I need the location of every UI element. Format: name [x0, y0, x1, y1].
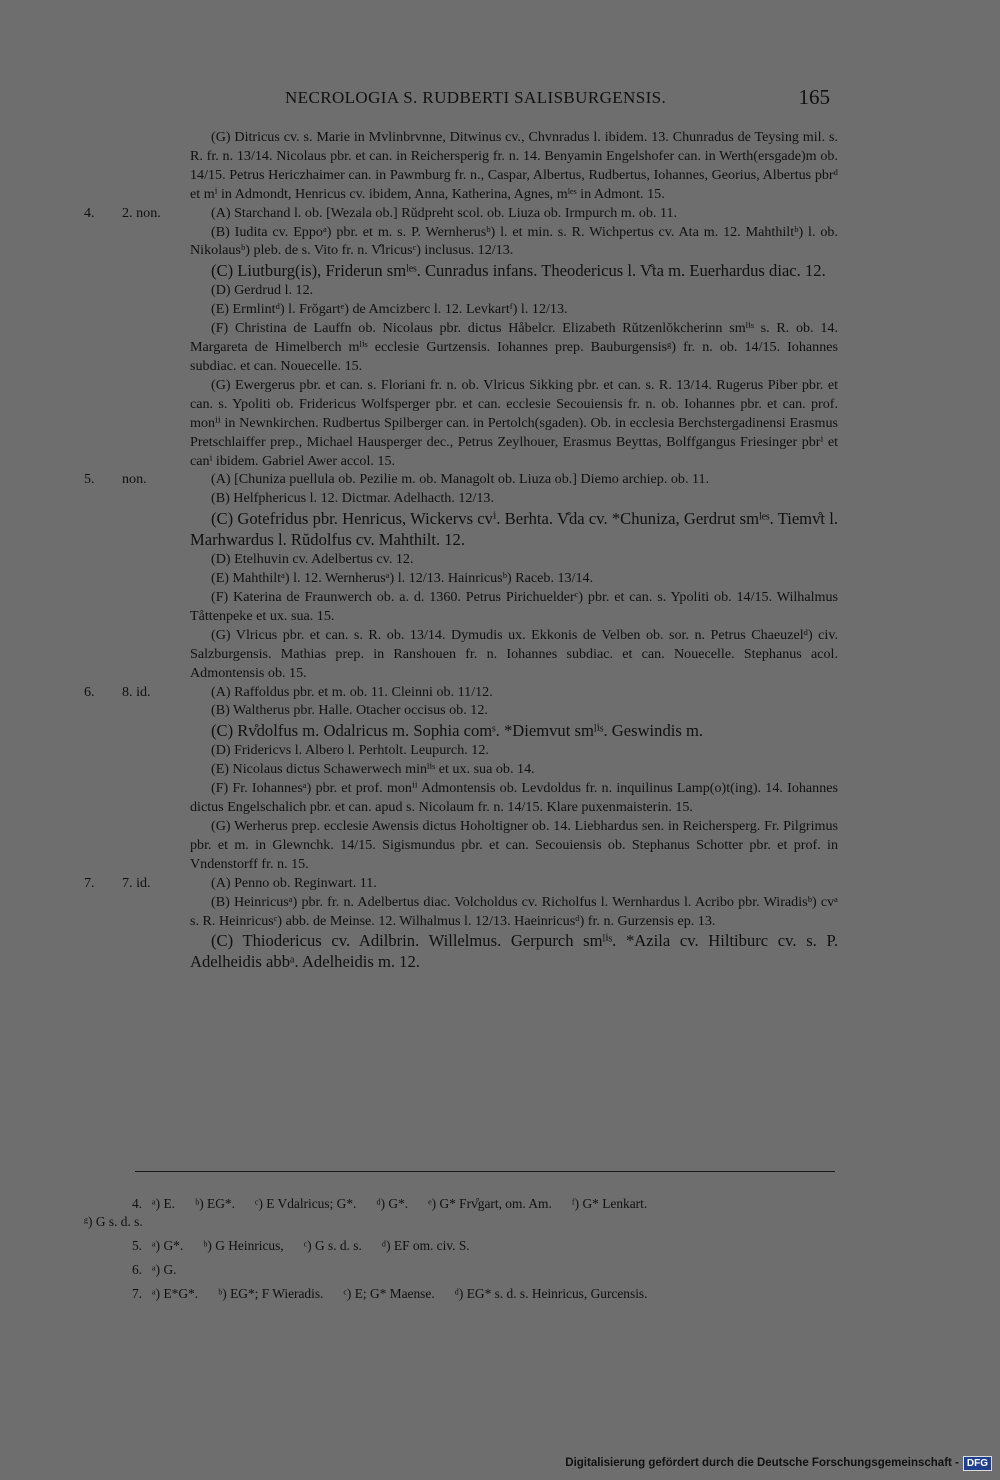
entry-paragraph: (C) Thiodericus cv. Adilbrin. Willelmus. Gerpurch smˡⁱˢ. *Azila cv. Hiltiburc cv. s. P. Adelheidis abbᵃ. Adelheidis m. 12. [190, 931, 838, 972]
footnote-text: ᵍ) G s. d. s. [84, 1214, 143, 1229]
footnote-number: 5. [131, 1238, 142, 1253]
entry-paragraph: (E) Ermlintᵈ) l. Frŏgartᵉ) de Amcizberc l. 12. Levkartᶠ) l. 12/13. [211, 301, 568, 318]
entry-paragraph: (F) Fr. Iohannesᵃ) pbr. et prof. monⁱⁱ Admontensis ob. Levdoldus fr. n. inquilinus Lamp(o)t(ing). 14. Iohannes dictus Engelschalich pbr. et can. apud s. Nicolaum fr. n. 14/15. Klare puxenmaisterin. 15. [190, 780, 838, 816]
entry-paragraph: (G) Ewergerus pbr. et can. s. Floriani fr. n. ob. Vlricus Sikking pbr. et can. s. R. 13/14. Rugerus Piber pbr. et can. s. Ypoliti ob. Fridericus Wolfsperger pbr. et can. ecclesie Secouiensis fr. n. ob. Iohannes pbr. et can. prof. monⁱⁱ in Newnkirchen. Rudbertus Spilberger can. in Pertolch(sgaden). Ob. in ecclesia Berchstergadinensi Erasmus Pretschlaiffer prep., Michael Hausperger dec., Petrus Zeylhouer, Erasmus Beyttas, Bolffgangus Friesinger pbrⁱ et canⁱ ibidem. Gabriel Awer accol. 15. [190, 376, 838, 469]
entry-paragraph: (B) Waltherus pbr. Halle. Otacher occisus ob. 12. [211, 702, 488, 719]
footnote-number: 4. [131, 1196, 142, 1211]
credit-text: Digitalisierung gefördert durch die Deutsche Forschungsgemeinschaft - [565, 1457, 959, 1469]
entry-day-number: 7. [84, 874, 95, 891]
entry-paragraph: (B) Helfphericus l. 12. Dictmar. Adelhacth. 12/13. [211, 490, 494, 507]
running-title: NECROLOGIA S. RUDBERTI SALISBURGENSIS. [285, 88, 667, 107]
footnotes [84, 1192, 838, 1306]
entry-paragraph: (B) Iudita cv. Eppoᵃ) pbr. et m. s. P. Wernherusᵇ) l. et min. s. R. Wichpertus cv. Ata m. 12. Mahthiltᵇ) l. ob. Nikolausᵇ) pleb. de s. Vito fr. n. V̊lricusᶜ) inclusus. 12/13. [190, 223, 838, 259]
entry-paragraph: (C) Liutburg(is), Friderun smˡᵉˢ. Cunradus infans. Theodericus l. V̊ta m. Euerhardus diac. 12. [211, 261, 826, 281]
footnote-text: ᵃ) G*. ᵇ) G Heinricus, ᶜ) G s. d. s. ᵈ) EF om. civ. S. [152, 1238, 470, 1253]
footnote-number: 7. [131, 1286, 142, 1301]
entry-roman-date: 7. id. [122, 874, 151, 891]
entry-paragraph: (E) Nicolaus dictus Schawerwech minˡⁱˢ et ux. sua ob. 14. [211, 761, 535, 778]
footnote-row [84, 1282, 838, 1306]
footnote-text: ᵃ) E. ᵇ) EG*. ᶜ) E Vdalricus; G*. ᵈ) G*. ᵉ) G* Frv̊gart, om. Am. ᶠ) G* Lenkart. [152, 1196, 648, 1211]
footnote-row [84, 1234, 838, 1258]
entry-paragraph: (G) Vlricus pbr. et can. s. R. ob. 13/14. Dymudis ux. Ekkonis de Velben ob. sor. n. Petrus Chaeuzelᵈ) civ. Salzburgensis. Mathias prep. in Ranshouen fr. n. Iohannes subdiac. et can. Nouecelle. Stephanus acol. Admontensis ob. 15. [190, 626, 838, 681]
footnote-row [84, 1210, 838, 1234]
entry-paragraph: (G) Werherus prep. ecclesie Awensis dictus Hoholtigner ob. 14. Liebhardus sen. in Reichersperg. Fr. Pilgrimus pbr. et m. in Glewnchk. 14/15. Sigismundus pbr. et can. Secouiensis ob. Stephanus Schotter pbr. et prof. in Vndenstorff fr. n. 15. [190, 818, 838, 872]
necrology-entry [84, 874, 838, 973]
entry-paragraph: (A) Starchand l. ob. [Wezala ob.] Rŭdpreht scol. ob. Liuza ob. Irmpurch m. ob. 11. [211, 204, 678, 221]
entry-day-number: 4. [84, 204, 95, 221]
entry-paragraph: (D) Fridericvs l. Albero l. Perhtolt. Leupurch. 12. [211, 742, 489, 759]
footnote-divider [135, 1171, 835, 1172]
entry-paragraph: (C) Rv̊dolfus m. Odalricus m. Sophia comˢ. *Diemvut smˡⁱˢ. Geswindis m. [211, 721, 704, 741]
digitization-credit [565, 1454, 992, 1472]
necrology-entry [84, 470, 838, 682]
footnote-number: 6. [131, 1262, 142, 1277]
entry-paragraph: (B) Heinricusᵃ) pbr. fr. n. Adelbertus diac. Volcholdus cv. Richolfus l. Wernhardus l. Acribo pbr. Wiradisᵇ) cvᵃ s. R. Heinricusᶜ) abb. de Meinse. 12. Wilhalmus l. 12/13. Haeinricusᵈ) fr. n. Gurzensis ep. 13. [190, 893, 838, 929]
entry-roman-date: 2. non. [122, 204, 161, 221]
dfg-logo: DFG [963, 1456, 992, 1471]
entry-paragraph: (A) Raffoldus pbr. et m. ob. 11. Cleinni ob. 11/12. [211, 683, 493, 700]
entry-paragraph: (D) Etelhuvin cv. Adelbertus cv. 12. [211, 551, 414, 568]
necrology-text [84, 128, 838, 972]
entry-paragraph: (A) [Chuniza puellula ob. Pezilie m. ob. Managolt ob. Liuza ob.] Diemo archiep. ob. 11. [211, 471, 710, 488]
footnote-row [84, 1258, 838, 1282]
entry-paragraph: (G) Ditricus cv. s. Marie in Mvlinbrvnne, Ditwinus cv., Chvnradus l. ibidem. 13. Chunradus de Teysing mil. s. R. fr. n. 13/14. Nicolaus pbr. et can. in Reichersperig fr. n. 14. Benyamin Engelshofer can. in Werth(ersgade)m ob. 14/15. Petrus Hericzhaimer can. in Pawmburg fr. n., Caspar, Albertus, Rudbertus, Iohannes, Georius, Albertus pbrᵈ et mⁱ in Admondt, Henricus cv. ibidem, Anna, Katherina, Agnes, mˡᵉˢ in Admont. 15. [190, 129, 838, 202]
footnote-text: ᵃ) E*G*. ᵇ) EG*; F Wieradis. ᶜ) E; G* Maense. ᵈ) EG* s. d. s. Heinricus, Gurcensis. [152, 1286, 648, 1301]
necrology-entry [84, 128, 838, 204]
entry-paragraph: (E) Mahthiltᵃ) l. 12. Wernherusᵃ) l. 12/13. Hainricusᵇ) Raceb. 13/14. [211, 570, 594, 587]
entry-paragraph: (C) Gotefridus pbr. Henricus, Wickervs cvⁱ. Berhta. V̊da cv. *Chuniza, Gerdrut smˡᵉˢ. Tiemv̊t l. Marhwardus l. Rŭdolfus cv. Mahthilt. 12. [190, 509, 838, 550]
running-header [190, 85, 830, 114]
entry-day-number: 6. [84, 683, 95, 700]
page-number: 165 [798, 85, 830, 109]
entry-day-number: 5. [84, 471, 95, 488]
necrology-entry [84, 683, 838, 874]
footnote-text: ᵃ) G. [152, 1262, 177, 1277]
entry-paragraph: (F) Christina de Lauffn ob. Nicolaus pbr. dictus Håbelcr. Elizabeth Rŭtzenlŏkcherinn smˡⁱˢ s. R. ob. 14. Margareta de Himelberch mˡⁱˢ ecclesie Gurtzensis. Iohannes prep. Bauburgensisᵍ) fr. n. ob. 14/15. Iohannes subdiac. et can. Nouecelle. 15. [190, 320, 838, 374]
entry-paragraph: (D) Gerdrud l. 12. [211, 282, 314, 299]
entry-paragraph: (F) Katerina de Fraunwerch ob. a. d. 1360. Petrus Pirichuelderᶜ) pbr. et can. s. Ypoliti ob. 14/15. Wilhalmus Tåttenpeke et ux. sua. 15. [190, 589, 838, 624]
necrology-entry [84, 204, 838, 471]
entry-paragraph: (A) Penno ob. Reginwart. 11. [211, 874, 377, 891]
entry-roman-date: non. [122, 471, 147, 488]
entry-roman-date: 8. id. [122, 683, 151, 700]
